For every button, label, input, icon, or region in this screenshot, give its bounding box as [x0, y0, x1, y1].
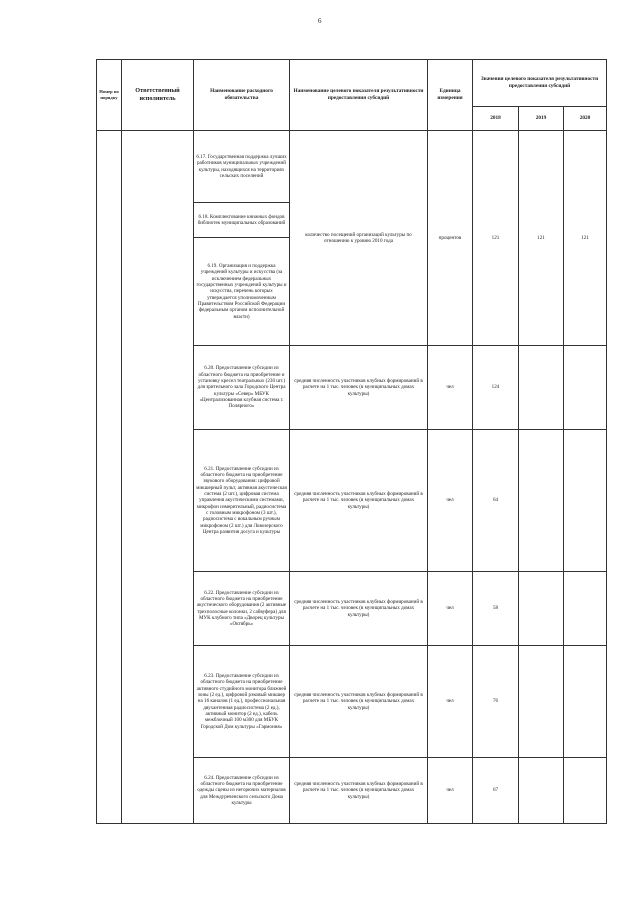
header-unit: Единица измерения — [428, 60, 473, 131]
value-2019-cell — [519, 572, 564, 646]
value-2020-cell — [564, 646, 607, 758]
value-2020-cell — [564, 572, 607, 646]
subsidy-indicators-table — [96, 59, 607, 824]
value-2018-cell: 67 — [473, 758, 519, 824]
unit-cell: чел — [428, 572, 473, 646]
unit-cell: чел — [428, 346, 473, 430]
expense-cell: 6.18. Комплектование книжных фондов библиотек муниципальных образований — [194, 203, 290, 238]
value-2018-cell: 58 — [473, 572, 519, 646]
indicator-cell: средняя численность участников клубных формирований в расчете на 1 тыс. человек (в муниципальных домах культуры) — [290, 430, 428, 572]
responsible-cell — [122, 131, 194, 824]
indicator-cell: средняя численность участников клубных формирований в расчете на 1 тыс. человек (в муниципальных домах культуры) — [290, 646, 428, 758]
value-2019-cell: 121 — [519, 131, 564, 346]
num-cell — [97, 131, 122, 824]
value-2019-cell — [519, 430, 564, 572]
table-row — [97, 131, 607, 203]
header-num: Номер по порядку — [97, 60, 122, 131]
indicator-cell: средняя численность участников клубных формирований в расчете на 1 тыс. человек (в муниципальных домах культуры) — [290, 758, 428, 824]
expense-cell: 6.19. Организация и поддержка учреждений культуры и искусства (за исключением федеральных государственных учреждений культуры и искусства, перечень которых утверждается уполномоченным Правительством Российской Федерации федеральным органом исполнительной власти) — [194, 238, 290, 346]
expense-cell: 6.23. Предоставление субсидии из областного бюджета на приобретение активного студийного монитора ближней зоны (2 ед.), цифровой рэковый микшер на 16 каналов (1 ед.), профессиональная двухантенная радиосистема (2 ед.), активный монитор (2 ед.), кабель межблочный 100 м300 для МБУК Городской Дом культуры «Гармония» — [194, 646, 290, 758]
indicator-cell: средняя численность участников клубных формирований в расчете на 1 тыс. человек (в муниципальных домах культуры) — [290, 572, 428, 646]
value-2018-cell: 64 — [473, 430, 519, 572]
header-indicator: Наименование целевого показателя результативности предоставления субсидий — [290, 60, 428, 131]
expense-cell: 6.24. Предоставление субсидии из областного бюджета на приобретение одежды сцены из негорючих материалов для Междуреченского сельского Дома культуры — [194, 758, 290, 824]
value-2018-cell: 76 — [473, 646, 519, 758]
value-2020-cell — [564, 758, 607, 824]
unit-cell: чел — [428, 646, 473, 758]
header-year-2018: 2018 — [473, 107, 519, 131]
indicator-cell: количество посещений организаций культуры по отношению к уровню 2010 года — [290, 131, 428, 346]
unit-cell: чел — [428, 758, 473, 824]
indicator-cell: средняя численность участников клубных формирований в расчете на 1 тыс. человек (в муниципальных домах культуры) — [290, 346, 428, 430]
header-expense: Наименование расходного обязательства — [194, 60, 290, 131]
expense-cell: 6.21. Предоставление субсидии из областного бюджета на приобретение звукового оборудования: цифровой микшерный пульт, активная акустическая система (2 шт.), цифровая система управления акустическими системами, микрофон измерительный, радиосистема с головным микрофоном (3 шт.), радиосистема с вокальным ручным микрофоном (2 шт.) для Ловозерского Центра развития досуга и культуры — [194, 430, 290, 572]
expense-cell: 6.22. Предоставление субсидии из областного бюджета на приобретение акустического оборудования (2 активные трехполосные колонки, 2 сабвуфера) для МУК клубного типа «Дворец культуры «Октябрь» — [194, 572, 290, 646]
value-2020-cell: 121 — [564, 131, 607, 346]
value-2020-cell — [564, 430, 607, 572]
value-2019-cell — [519, 646, 564, 758]
value-2019-cell — [519, 346, 564, 430]
value-2019-cell — [519, 758, 564, 824]
header-responsible: Ответственный исполнитель — [122, 60, 194, 131]
header-year-2020: 2020 — [564, 107, 607, 131]
expense-cell: 6.20. Предоставление субсидии из областного бюджета на приобретение и установку кресел театральных (230 шт.) для зрительного зала Городского Центра культуры «Север» МБУК «Централизованная клубная система г. Полярного» — [194, 346, 290, 430]
header-values-title: Значения целевого показателя результативности предоставления субсидий — [473, 60, 607, 107]
expense-cell: 6.17. Государственная поддержка лучших работников муниципальных учреждений культуры, находящихся на территориях сельских поселений — [194, 131, 290, 203]
value-2018-cell: 124 — [473, 346, 519, 430]
page-number: 6 — [318, 17, 322, 25]
unit-cell: чел — [428, 430, 473, 572]
header-year-2019: 2019 — [519, 107, 564, 131]
value-2020-cell — [564, 346, 607, 430]
value-2018-cell: 121 — [473, 131, 519, 346]
unit-cell: процентов — [428, 131, 473, 346]
